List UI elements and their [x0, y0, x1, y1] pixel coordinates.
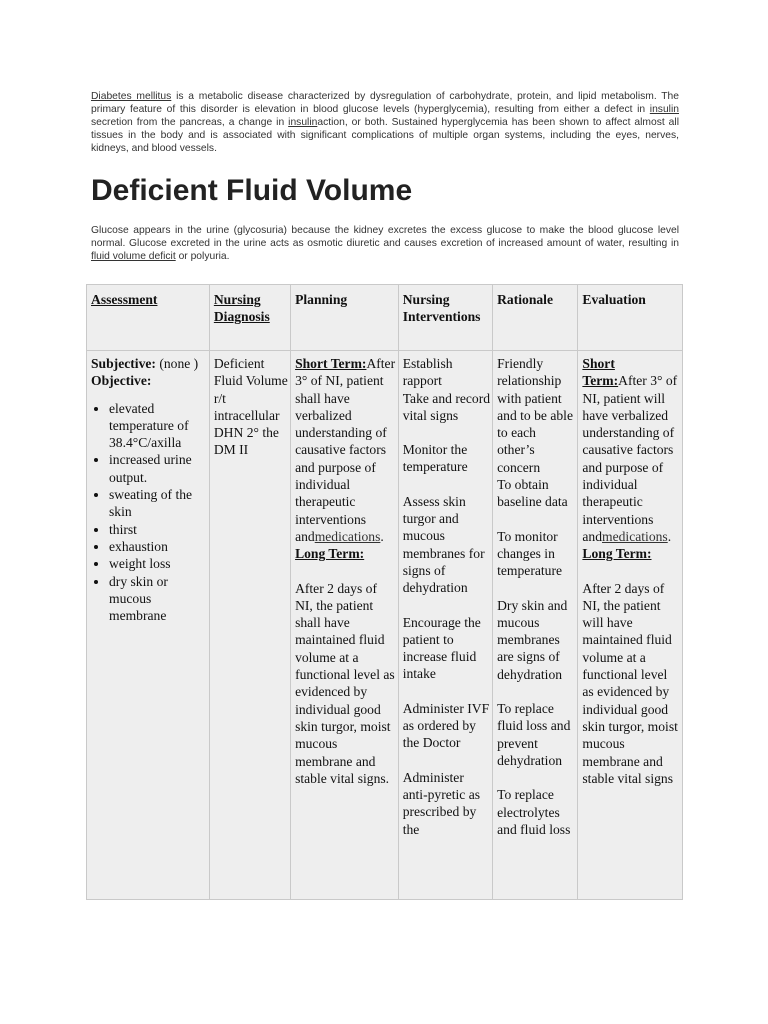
rationale-item: Dry skin and mucous membranes are signs of dehydration	[497, 597, 568, 682]
list-item: • dry skin or mucous membrane	[109, 573, 207, 625]
planning-cell	[291, 351, 399, 900]
evaluation-short-term	[582, 355, 680, 545]
intervention-item: Monitor the temperature	[402, 442, 468, 475]
rationale-item: To replace fluid loss and prevent dehydration	[497, 701, 571, 768]
evaluation-cell	[578, 351, 683, 900]
evaluation-long-term-text: After 2 days of NI, the patient will have maintained fluid volume at a functional level as evidenced by individual good skin turgor, moist mucous membrane and stable vital signs	[582, 580, 678, 786]
rationale-item: To monitor changes in temperature	[497, 528, 563, 579]
diagnosis-cell	[209, 351, 290, 900]
page-title: Deficient Fluid Volume	[91, 174, 413, 207]
insulin-link[interactable]: insulin	[649, 104, 679, 115]
assessment-cell	[87, 351, 210, 900]
planning-short-term-text: After 3° of NI, patient shall have verbalized understanding of causative factors and purpose of individual therapeutic interventions and	[295, 356, 396, 544]
evaluation-short-term-end: .	[667, 528, 672, 544]
list-item: • weight loss	[109, 555, 207, 572]
subjective-value: (none )	[155, 356, 199, 371]
planning-short-term	[295, 355, 396, 545]
insulin-action-link[interactable]: insulin	[288, 117, 318, 128]
objective-signs-list	[91, 400, 207, 625]
intro-text-2: secretion from the pancreas, a change in	[91, 117, 289, 128]
subjective-label: Subjective:	[91, 356, 156, 371]
header-assessment: Assessment	[87, 285, 210, 351]
list-item: • sweating of the skin	[109, 486, 207, 521]
intervention-item: Administer anti-pyretic as prescribed by the	[402, 769, 481, 837]
rationale-item: To replace electrolytes and fluid loss	[497, 787, 571, 837]
glucose-text-1: Glucose appears in the urine (glycosuria) because the kidney excretes the excess glucose to make the blood glucose level normal. Glucose excreted in the urine acts as osmotic diuretic and causes excretion of increased amount of water, resulting in	[91, 225, 679, 249]
table-row	[87, 351, 683, 900]
document-page	[91, 90, 680, 262]
header-evaluation: Evaluation	[578, 285, 683, 351]
evaluation-short-term-text: After 3° of NI, patient will have verbalized understanding of causative factors and purpose of individual therapeutic interventions and	[582, 373, 678, 544]
fluid-volume-deficit-link[interactable]: fluid volume deficit	[91, 251, 176, 262]
header-nursing-interventions: Nursing Interventions	[398, 285, 492, 351]
glucose-text-2: or polyuria.	[175, 251, 230, 262]
planning-long-term-label: Long Term:	[295, 546, 365, 562]
nursing-care-plan-table	[86, 284, 683, 900]
glucose-paragraph	[91, 224, 679, 263]
list-item: • exhaustion	[109, 538, 207, 555]
intervention-item: Administer IVF as ordered by the Doctor	[402, 700, 490, 751]
table-header-row	[87, 285, 683, 351]
intervention-item: Assess skin turgor and mucous membranes for signs of dehydration	[402, 493, 485, 596]
list-item: • increased urine output.	[109, 451, 207, 486]
rationale-cell	[493, 351, 578, 900]
header-planning: Planning	[291, 285, 399, 351]
interventions-cell	[398, 351, 492, 900]
subjective-line	[91, 355, 207, 372]
planning-short-term-label: Short Term:	[295, 356, 367, 371]
evaluation-short-term-label: Short Term:	[582, 356, 619, 389]
list-item: • thirst	[109, 521, 207, 538]
intro-text-3: action, or both. Sustained hyperglycemia has been shown to affect almost all tissues in the body and is associated with significant complications of multiple organ systems, including the eyes, nerves, kidneys, and blood vessels.	[91, 117, 679, 154]
objective-label: Objective:	[91, 373, 152, 389]
evaluation-long-term-label: Long Term:	[582, 546, 652, 562]
evaluation-medications-link[interactable]: medications	[602, 528, 668, 544]
header-rationale: Rationale	[493, 285, 578, 351]
intro-text-1: is a metabolic disease characterized by dysregulation of carbohydrate, protein, and lipid metabolism. The primary feature of this disorder is elevation in blood glucose levels (hyperglycemia), resulting from either a defect in	[91, 91, 680, 115]
diagnosis-text: Deficient Fluid Volume r/t intracellular DHN 2° the DM II	[213, 356, 288, 458]
intervention-item: Encourage the patient to increase fluid intake	[402, 614, 481, 682]
diabetes-mellitus-link[interactable]: Diabetes mellitus	[91, 91, 172, 102]
planning-medications-link[interactable]: medications	[314, 528, 381, 544]
planning-short-term-end: .	[380, 528, 384, 544]
list-item: • elevated temperature of 38.4°C/axilla	[109, 400, 207, 452]
intro-paragraph	[91, 90, 679, 155]
planning-long-term-text: After 2 days of NI, the patient shall have maintained fluid volume at a functional level as evidenced by individual good skin turgor, moist mucous membrane and stable vital signs.	[295, 580, 395, 786]
header-nursing-diagnosis: Nursing Diagnosis	[209, 285, 290, 351]
intervention-item: Establish rapport Take and record vital signs	[402, 356, 491, 423]
rationale-item: Friendly relationship with patient and to be able to each other’s concern To obtain baseline data	[497, 356, 573, 510]
